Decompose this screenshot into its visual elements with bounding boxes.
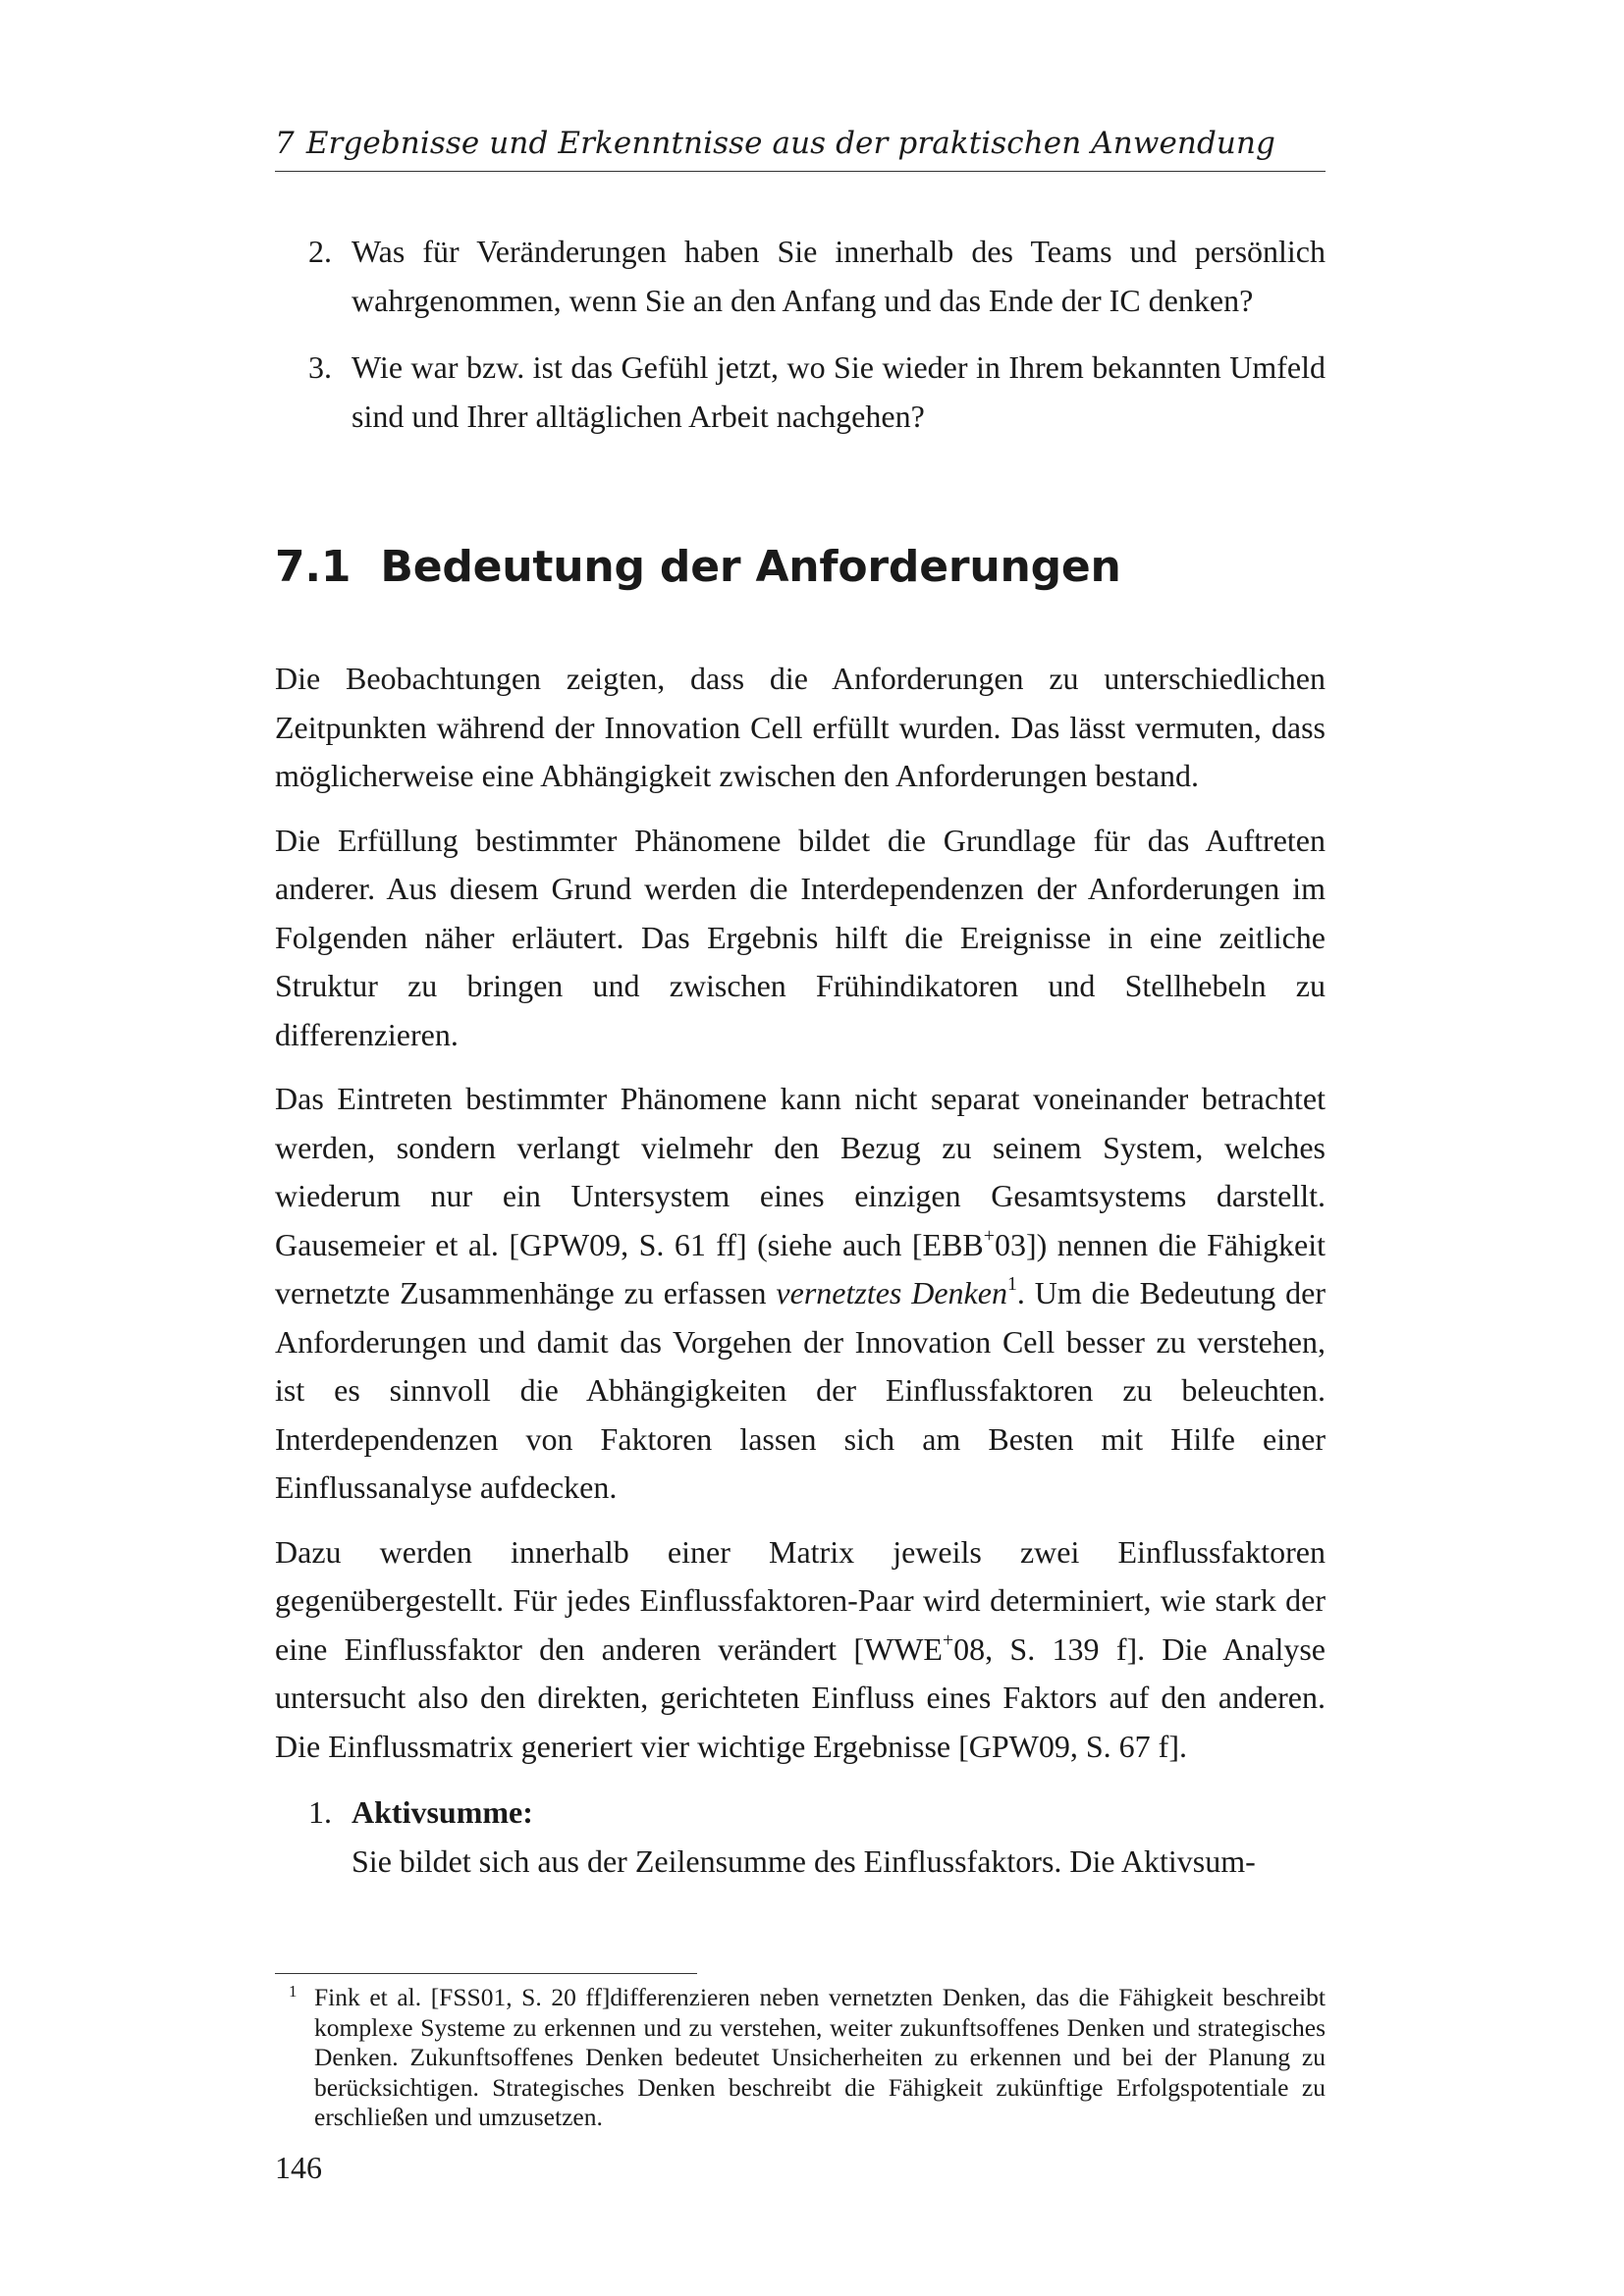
citation-superscript: + [983, 1224, 995, 1247]
footnote-divider [275, 1973, 697, 1974]
footnote-text: Fink et al. [FSS01, S. 20 ff]differenzieren neben vernetzten Denken, das die Fähigkeit beschreibt komplexe Systeme zu erkennen und zu verstehen, weiter zukunftsoffenes Denken und strategisches Denken. Zukunftsoffenes Denken bedeutet Unsicherheiten zu erkennen und bei der Planung zu berücksichtigen. Strategisches Denken beschreibt die Fähigkeit zukünftige Erfolgspotentiale zu erschließen und umzusetzen. [314, 1983, 1326, 2132]
paragraph [275, 1528, 1326, 1772]
question-list [275, 228, 1326, 441]
section-title: Bedeutung der Anforderungen [380, 542, 1121, 592]
citation-superscript: + [942, 1629, 954, 1651]
list-item-text: Wie war bzw. ist das Gefühl jetzt, wo Sie wieder in Ihrem bekannten Umfeld sind und Ihrer alltäglichen Arbeit nachgehen? [352, 349, 1326, 434]
paragraph-text: . Um die Bedeutung der Anforderungen und damit das Vorgehen der Innovation Cell besser zu verstehen, ist es sinnvoll die Abhängigkeiten der Einflussfaktoren zu beleuchten. Interdependenzen von Faktoren lassen sich am Besten mit Hilfe einer Einflussanalyse aufdecken. [275, 1275, 1326, 1505]
running-header [275, 126, 1326, 172]
chapter-number: 7 [275, 126, 295, 161]
footnote-reference[interactable]: 1 [1006, 1273, 1017, 1296]
footnote [275, 1983, 1326, 2133]
paragraph-text: 03]) nennen die Fähigkeit vernetzte Zusammenhänge zu erfassen [275, 1226, 1326, 1310]
section-number: 7.1 [275, 542, 352, 592]
list-item-number: 3. [308, 349, 332, 385]
chapter-title: Ergebnisse und Erkenntnisse aus der praktischen Anwendung [305, 126, 1275, 161]
results-list [275, 1789, 1326, 1886]
list-item-number: 1. [308, 1794, 332, 1830]
paragraph: Die Beobachtungen zeigten, dass die Anforderungen zu unterschiedlichen Zeitpunkten während der Innovation Cell erfüllt wurden. Das lässt vermuten, dass möglicherweise eine Abhängigkeit zwischen den Anforderungen bestand. [275, 661, 1326, 793]
list-item [275, 344, 1326, 441]
paragraph-text: 08, S. 139 f]. Die Analyse untersucht also den direkten, gerichteten Einfluss eines Faktors auf den anderen. Die Einflussmatrix generiert vier wichtige Ergebnisse [GPW09, S. 67 f]. [275, 1630, 1326, 1764]
question-list-block [275, 228, 1326, 441]
section-body [275, 655, 1326, 1886]
list-item [275, 1789, 1326, 1886]
list-item [275, 228, 1326, 325]
list-item-text: Sie bildet sich aus der Zeilensumme des Einflussfaktors. Die Aktivsum- [352, 1842, 1256, 1879]
paragraph-text: Dazu werden innerhalb einer Matrix jeweils zwei Einflussfaktoren gegenübergestellt. Für jedes Einflussfaktoren-Paar wird determiniert, wie stark der eine Einflussfaktor den anderen verändert [WWE [275, 1533, 1326, 1667]
list-item-number: 2. [308, 234, 332, 269]
footnote-mark: 1 [289, 1982, 298, 2001]
page-number: 146 [275, 2150, 322, 2185]
list-item-text: Was für Veränderungen haben Sie innerhalb des Teams und persönlich wahrgenommen, wenn Sie an den Anfang und das Ende der IC denken? [352, 234, 1326, 318]
section-heading [275, 542, 1121, 592]
paragraph-text: Das Eintreten bestimmter Phänomene kann nicht separat voneinander betrachtet werden, sondern verlangt vielmehr den Bezug zu seinem System, welches wiederum nur ein Untersystem eines einzigen Gesamtsystems darstellt. Gausemeier et al. [GPW09, S. 61 ff] (siehe auch [EBB [275, 1081, 1326, 1262]
list-item-term: Aktivsumme: [352, 1794, 533, 1830]
paragraph [275, 1075, 1326, 1513]
emphasized-term: vernetztes Denken [776, 1275, 1007, 1310]
paragraph: Die Erfüllung bestimmter Phänomene bildet die Grundlage für das Auftreten anderer. Aus diesem Grund werden die Interdependenzen der Anforderungen im Folgenden näher erläutert. Das Ergebnis hilft die Ereignisse in eine zeitliche Struktur zu bringen und zwischen Frühindikatoren und Stellhebeln zu differenzieren. [275, 822, 1326, 1052]
